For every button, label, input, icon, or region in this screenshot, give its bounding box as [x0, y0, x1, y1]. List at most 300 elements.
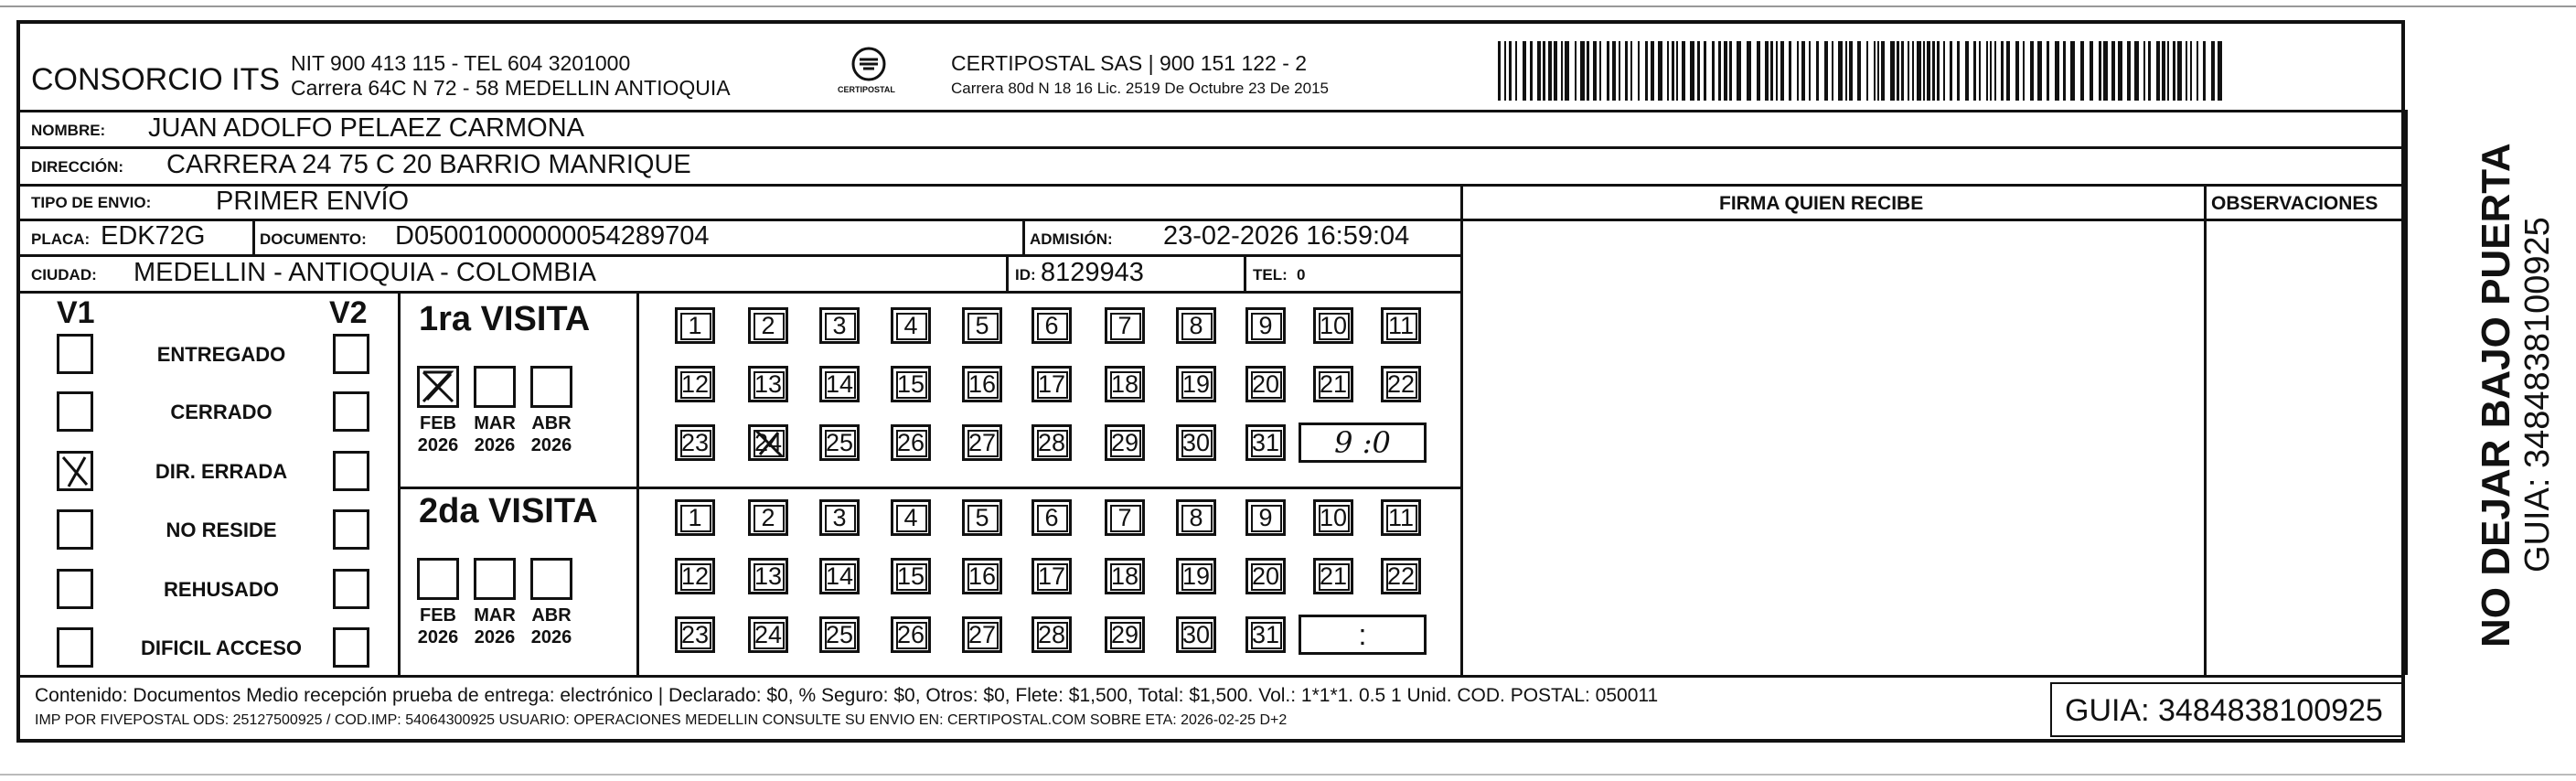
- day-cell[interactable]: [1245, 616, 1286, 653]
- barcode-bar: [2037, 41, 2042, 101]
- id-label: ID:: [1015, 266, 1036, 284]
- barcode-bar: [1943, 41, 1945, 101]
- day-number: 2: [761, 311, 775, 339]
- certipostal-logo: [832, 44, 905, 101]
- company-nit-tel: NIT 900 413 115 - TEL 604 3201000: [291, 51, 631, 75]
- day-number: 14: [825, 562, 854, 590]
- day-cell[interactable]: [1381, 499, 1421, 536]
- day-cell[interactable]: [1176, 366, 1216, 402]
- rule-visit-split: [398, 487, 1460, 489]
- barcode-bar: [2080, 41, 2084, 101]
- barcode-bar: [2006, 41, 2010, 101]
- barcode-bar: [1548, 41, 1552, 101]
- day-cell[interactable]: [1381, 307, 1421, 344]
- barcode: [1498, 41, 2225, 101]
- v1-checkbox[interactable]: [57, 391, 93, 432]
- day-cell[interactable]: [1031, 616, 1072, 653]
- barcode-bar: [1874, 41, 1876, 101]
- visit-title: 2da VISITA: [419, 492, 598, 530]
- barcode-bar: [2055, 41, 2059, 101]
- day-cell[interactable]: [1105, 366, 1145, 402]
- year-label: 2026: [474, 435, 516, 455]
- placa-label: PLACA:: [31, 230, 91, 248]
- barcode-bar: [1923, 41, 1925, 101]
- day-cell[interactable]: [675, 558, 715, 594]
- day-number: 9: [1258, 311, 1273, 339]
- barcode-bar: [2173, 41, 2175, 101]
- v2-checkbox[interactable]: [333, 627, 369, 668]
- visit-title: 1ra VISITA: [419, 300, 591, 338]
- barcode-bar: [1682, 41, 1685, 101]
- side-guia: GUIA: 3484838100925: [2518, 217, 2557, 572]
- rule-nombre: [20, 146, 2405, 149]
- month-checkbox[interactable]: [474, 558, 516, 600]
- footer-imp: IMP POR FIVEPOSTAL ODS: 25127500925 / COD.IMP: 54064300925 USUARIO: OPERACIONES MEDELLIN CONSULTE SU ENVIO EN: CERTIPOSTAL.COM SOBRE ETA: 2026-02-25 D+2: [35, 712, 1288, 728]
- day-number: 1: [688, 311, 702, 339]
- day-number: 18: [1110, 369, 1139, 398]
- barcode-bar: [2177, 41, 2182, 101]
- observaciones-column-header: OBSERVACIONES: [2211, 193, 2378, 214]
- logo-text: CERTIPOSTAL: [838, 85, 895, 94]
- day-number: 21: [1319, 369, 1348, 398]
- day-cell[interactable]: [819, 366, 860, 402]
- barcode-bar: [2063, 41, 2066, 101]
- barcode-bar: [1950, 41, 1952, 101]
- barcode-bar: [1881, 41, 1885, 101]
- status-label: DIR. ERRADA: [155, 460, 288, 483]
- day-number: 21: [1319, 562, 1348, 590]
- day-cell[interactable]: [819, 307, 860, 344]
- barcode-bar: [1816, 41, 1819, 101]
- barcode-bar: [1789, 41, 1791, 101]
- day-cell[interactable]: [675, 424, 715, 461]
- year-label: 2026: [474, 627, 516, 647]
- day-cell[interactable]: [1031, 366, 1072, 402]
- day-number: 26: [896, 620, 925, 648]
- month-checkbox[interactable]: [530, 558, 572, 600]
- barcode-bar: [1797, 41, 1799, 101]
- rule-footer-top: [20, 675, 2405, 678]
- day-cell[interactable]: [1313, 366, 1353, 402]
- barcode-bar: [2134, 41, 2139, 101]
- day-number: 13: [754, 562, 783, 590]
- barcode-bar: [1757, 41, 1760, 101]
- day-cell[interactable]: [1381, 366, 1421, 402]
- barcode-bar: [1599, 41, 1601, 101]
- day-cell[interactable]: [962, 616, 1002, 653]
- v1-checkbox[interactable]: [57, 334, 93, 374]
- rule-side-panel: [20, 110, 2405, 112]
- month-checkbox[interactable]: [530, 366, 572, 408]
- barcode-bar: [1986, 41, 1988, 101]
- day-cell[interactable]: [819, 558, 860, 594]
- rule-side-left: [2405, 110, 2408, 675]
- v1-checkbox[interactable]: [57, 569, 93, 609]
- barcode-bar: [2167, 41, 2169, 101]
- company-name: CONSORCIO ITS: [31, 62, 281, 97]
- day-number: 8: [1189, 311, 1203, 339]
- day-cell[interactable]: [1031, 558, 1072, 594]
- rule-id-tel: [1244, 254, 1246, 291]
- barcode-bar: [1565, 41, 1569, 101]
- day-cell[interactable]: [1176, 558, 1216, 594]
- barcode-bar: [2127, 41, 2131, 101]
- barcode-bar: [2211, 41, 2215, 101]
- day-cell[interactable]: [962, 366, 1002, 402]
- day-cell[interactable]: [675, 366, 715, 402]
- barcode-bar: [2070, 41, 2075, 101]
- barcode-bar: [1625, 41, 1628, 101]
- day-cell[interactable]: [1313, 307, 1353, 344]
- day-cell[interactable]: [1176, 424, 1216, 461]
- barcode-bar: [1890, 41, 1895, 101]
- day-number: 16: [967, 369, 997, 398]
- day-cell[interactable]: [1105, 424, 1145, 461]
- day-number: 3: [832, 503, 847, 531]
- day-cell[interactable]: [891, 616, 931, 653]
- barcode-bar: [1554, 41, 1557, 101]
- day-cell[interactable]: [1176, 616, 1216, 653]
- day-cell[interactable]: [1245, 499, 1286, 536]
- day-cell[interactable]: [675, 307, 715, 344]
- barcode-bar: [1729, 41, 1732, 101]
- day-cell[interactable]: [891, 558, 931, 594]
- time-value: 9 :0: [1334, 425, 1391, 460]
- v2-checkbox[interactable]: [333, 509, 369, 550]
- day-number: 4: [903, 311, 918, 339]
- nombre-label: NOMBRE:: [31, 122, 106, 139]
- day-number: 3: [832, 311, 847, 339]
- status-label: NO RESIDE: [166, 519, 277, 541]
- month-checkbox[interactable]: [474, 366, 516, 408]
- side-no-dejar: NO DEJAR BAJO PUERTA: [2474, 143, 2518, 647]
- barcode-bar: [1957, 41, 1960, 101]
- barcode-bar: [2001, 41, 2004, 101]
- barcode-bar: [1619, 41, 1620, 101]
- v1-checkbox[interactable]: [57, 451, 93, 491]
- firma-column-header: FIRMA QUIEN RECIBE: [1719, 193, 1924, 214]
- barcode-bar: [1932, 41, 1935, 101]
- day-cell[interactable]: [819, 499, 860, 536]
- barcode-bar: [1877, 41, 1879, 101]
- rule-obs-left: [2204, 184, 2207, 675]
- day-cell[interactable]: [1105, 558, 1145, 594]
- barcode-bar: [1965, 41, 1969, 101]
- barcode-bar: [2023, 41, 2025, 101]
- barcode-bar: [1667, 41, 1669, 101]
- day-number: 25: [825, 428, 854, 456]
- barcode-bar: [1593, 41, 1597, 101]
- direccion-value: CARRERA 24 75 C 20 BARRIO MANRIQUE: [166, 150, 691, 179]
- day-number: 31: [1251, 428, 1280, 456]
- day-cell[interactable]: [962, 307, 1002, 344]
- day-cell[interactable]: [1176, 499, 1216, 536]
- barcode-bar: [1917, 41, 1921, 101]
- rule-ciudad: [20, 291, 1461, 294]
- day-number: 2: [761, 503, 775, 531]
- day-cell[interactable]: [1105, 307, 1145, 344]
- barcode-bar: [1824, 41, 1828, 101]
- barcode-bar: [1849, 41, 1853, 101]
- day-cell[interactable]: [748, 499, 788, 536]
- barcode-bar: [2118, 41, 2122, 101]
- direccion-label: DIRECCIÓN:: [31, 158, 124, 176]
- year-label: 2026: [417, 627, 459, 647]
- day-number: 20: [1251, 562, 1280, 590]
- barcode-bar: [1704, 41, 1706, 101]
- bottom-scan-edge: [0, 774, 2576, 776]
- time-box[interactable]: [1299, 615, 1427, 655]
- barcode-bar: [1509, 41, 1512, 101]
- id-value: 8129943: [1041, 258, 1144, 287]
- day-number: 27: [967, 620, 997, 648]
- status-label: REHUSADO: [164, 578, 279, 601]
- time-box[interactable]: [1299, 423, 1427, 463]
- day-cell[interactable]: [748, 424, 788, 461]
- month-checkbox[interactable]: [417, 366, 459, 408]
- day-number: 5: [975, 503, 989, 531]
- day-number: 1: [688, 503, 702, 531]
- ciudad-label: CIUDAD:: [31, 266, 97, 284]
- day-number: 10: [1319, 503, 1348, 531]
- barcode-bar: [2103, 41, 2108, 101]
- day-cell[interactable]: [962, 499, 1002, 536]
- barcode-bar: [1780, 41, 1784, 101]
- barcode-bar: [2162, 41, 2165, 101]
- day-number: 6: [1044, 503, 1059, 531]
- day-cell[interactable]: [675, 499, 715, 536]
- month-label: FEB: [420, 413, 456, 433]
- barcode-bar: [1523, 41, 1526, 101]
- day-mark-icon: [751, 427, 787, 466]
- barcode-bar: [1845, 41, 1847, 101]
- barcode-bar: [2203, 41, 2206, 101]
- documento-value: D05001000000054289704: [395, 221, 710, 251]
- barcode-bar: [1737, 41, 1741, 101]
- nombre-value: JUAN ADOLFO PELAEZ CARMONA: [148, 113, 584, 143]
- barcode-bar: [1638, 41, 1640, 101]
- barcode-bar: [1630, 41, 1632, 101]
- barcode-bar: [1776, 41, 1778, 101]
- certipostal-line2: Carrera 80d N 18 16 Lic. 2519 De Octubre 23 De 2015: [951, 80, 1329, 97]
- day-cell[interactable]: [1381, 558, 1421, 594]
- barcode-bar: [2030, 41, 2034, 101]
- day-number: 12: [680, 369, 710, 398]
- status-label: ENTREGADO: [156, 343, 286, 366]
- month-label: MAR: [474, 413, 516, 433]
- barcode-bar: [2156, 41, 2160, 101]
- barcode-bar: [1580, 41, 1585, 101]
- barcode-bar: [1712, 41, 1715, 101]
- barcode-bar: [1530, 41, 1533, 101]
- day-number: 5: [975, 311, 989, 339]
- day-cell[interactable]: [1176, 307, 1216, 344]
- barcode-bar: [1990, 41, 1992, 101]
- barcode-bar: [2099, 41, 2101, 101]
- barcode-bar: [1908, 41, 1909, 101]
- day-number: 23: [680, 620, 710, 648]
- rule-visit-dates: [636, 291, 639, 675]
- day-number: 19: [1181, 562, 1211, 590]
- barcode-bar: [1937, 41, 1940, 101]
- barcode-bar: [1809, 41, 1811, 101]
- day-cell[interactable]: [1245, 558, 1286, 594]
- barcode-bar: [1832, 41, 1833, 101]
- tel-value: 0: [1297, 266, 1306, 284]
- barcode-bar: [1994, 41, 1996, 101]
- year-label: 2026: [417, 435, 459, 455]
- day-number: 9: [1258, 503, 1273, 531]
- barcode-bar: [1658, 41, 1662, 101]
- barcode-bar: [1612, 41, 1616, 101]
- day-number: 13: [754, 369, 783, 398]
- barcode-bar: [1718, 41, 1721, 101]
- ciudad-value: MEDELLIN - ANTIOQUIA - COLOMBIA: [134, 258, 596, 287]
- placa-value: EDK72G: [101, 221, 206, 251]
- barcode-bar: [1515, 41, 1517, 101]
- v2-checkbox[interactable]: [333, 569, 369, 609]
- rule-doc-admision: [1022, 219, 1025, 254]
- v2-heading: V2: [329, 295, 368, 330]
- company-address: Carrera 64C N 72 - 58 MEDELLIN ANTIOQUIA: [291, 76, 731, 100]
- barcode-bar: [1838, 41, 1843, 101]
- barcode-bar: [1561, 41, 1563, 101]
- day-cell[interactable]: [1245, 366, 1286, 402]
- day-number: 10: [1319, 311, 1348, 339]
- day-number: 8: [1189, 503, 1203, 531]
- documento-label: DOCUMENTO:: [260, 230, 367, 248]
- day-number: 11: [1387, 311, 1415, 339]
- day-number: 11: [1387, 503, 1415, 531]
- barcode-bar: [1897, 41, 1899, 101]
- barcode-bar: [2218, 41, 2222, 101]
- barcode-bar: [2197, 41, 2198, 101]
- tipo-envio-value: PRIMER ENVÍO: [216, 187, 410, 216]
- day-cell[interactable]: [748, 307, 788, 344]
- day-cell[interactable]: [1105, 616, 1145, 653]
- admision-value: 23-02-2026 16:59:04: [1163, 221, 1410, 251]
- v1-checkbox[interactable]: [57, 627, 93, 668]
- day-cell[interactable]: [891, 366, 931, 402]
- barcode-bar: [2111, 41, 2115, 101]
- barcode-bar: [1697, 41, 1700, 101]
- day-cell[interactable]: [1313, 499, 1353, 536]
- admision-label: ADMISIÓN:: [1030, 230, 1113, 248]
- barcode-bar: [1765, 41, 1769, 101]
- day-cell[interactable]: [819, 616, 860, 653]
- day-number: 28: [1037, 428, 1066, 456]
- day-number: 17: [1037, 562, 1066, 590]
- day-number: 30: [1181, 620, 1211, 648]
- barcode-bar: [1866, 41, 1868, 101]
- year-label: 2026: [530, 627, 572, 647]
- day-number: 31: [1251, 620, 1280, 648]
- day-cell[interactable]: [675, 616, 715, 653]
- barcode-bar: [1901, 41, 1904, 101]
- day-number: 24: [754, 620, 783, 648]
- barcode-bar: [1979, 41, 1981, 101]
- v2-checkbox[interactable]: [333, 391, 369, 432]
- day-number: 7: [1117, 311, 1132, 339]
- barcode-bar: [1747, 41, 1751, 101]
- v1-heading: V1: [57, 295, 95, 330]
- time-value: :: [1358, 617, 1367, 651]
- day-cell[interactable]: [748, 366, 788, 402]
- day-cell[interactable]: [1245, 424, 1286, 461]
- month-checkbox[interactable]: [417, 558, 459, 600]
- tel-label: TEL:: [1253, 266, 1288, 284]
- day-cell[interactable]: [891, 499, 931, 536]
- barcode-bar: [2090, 41, 2093, 101]
- rule-status-right: [398, 291, 401, 675]
- day-cell[interactable]: [1031, 424, 1072, 461]
- barcode-bar: [1912, 41, 1914, 101]
- day-number: 14: [825, 369, 854, 398]
- day-number: 6: [1044, 311, 1059, 339]
- day-cell[interactable]: [819, 424, 860, 461]
- month-label: MAR: [474, 605, 516, 626]
- day-cell[interactable]: [1105, 499, 1145, 536]
- month-label: ABR: [531, 413, 572, 433]
- v2-checkbox[interactable]: [333, 334, 369, 374]
- barcode-bar: [1645, 41, 1648, 101]
- day-cell[interactable]: [891, 307, 931, 344]
- barcode-bar: [2143, 41, 2145, 101]
- year-label: 2026: [530, 435, 572, 455]
- day-cell[interactable]: [1245, 307, 1286, 344]
- day-cell[interactable]: [962, 558, 1002, 594]
- rule-ciudad-id: [1006, 254, 1009, 291]
- v1-checkbox[interactable]: [57, 509, 93, 550]
- barcode-bar: [2148, 41, 2151, 101]
- barcode-bar: [1575, 41, 1577, 101]
- tipo-envio-label: TIPO DE ENVIO:: [31, 194, 152, 211]
- day-cell[interactable]: [1031, 499, 1072, 536]
- day-number: 23: [680, 428, 710, 456]
- day-number: 19: [1181, 369, 1211, 398]
- footer-contenido: Contenido: Documentos Medio recepción prueba de entrega: electrónico | Declarado: $0, % Seguro: $0, Otros: $0, Flete: $1,500, Total: $1,500. Vol.: 1*1*1. 0.5 1 Unid. COD. POSTAL: 050011: [35, 685, 1659, 706]
- barcode-bar: [1973, 41, 1976, 101]
- day-cell[interactable]: [1313, 558, 1353, 594]
- v2-checkbox[interactable]: [333, 451, 369, 491]
- barcode-bar: [1857, 41, 1861, 101]
- day-number: 29: [1110, 428, 1139, 456]
- barcode-bar: [1607, 41, 1609, 101]
- barcode-bar: [1724, 41, 1727, 101]
- day-number: 29: [1110, 620, 1139, 648]
- barcode-bar: [1672, 41, 1674, 101]
- barcode-bar: [1927, 41, 1930, 101]
- day-cell[interactable]: [891, 424, 931, 461]
- day-cell[interactable]: [1031, 307, 1072, 344]
- day-number: 24: [754, 428, 783, 456]
- day-cell[interactable]: [962, 424, 1002, 461]
- day-cell[interactable]: [748, 558, 788, 594]
- rule-placa-doc: [252, 219, 255, 254]
- day-number: 7: [1117, 503, 1132, 531]
- top-scan-edge: [0, 5, 2576, 7]
- barcode-bar: [2047, 41, 2049, 101]
- day-number: 18: [1110, 562, 1139, 590]
- day-number: 20: [1251, 369, 1280, 398]
- barcode-bar: [1801, 41, 1805, 101]
- day-number: 22: [1386, 562, 1416, 590]
- barcode-bar: [1504, 41, 1506, 101]
- barcode-bar: [1651, 41, 1654, 101]
- month-label: FEB: [420, 605, 456, 626]
- day-cell[interactable]: [748, 616, 788, 653]
- barcode-bar: [1537, 41, 1541, 101]
